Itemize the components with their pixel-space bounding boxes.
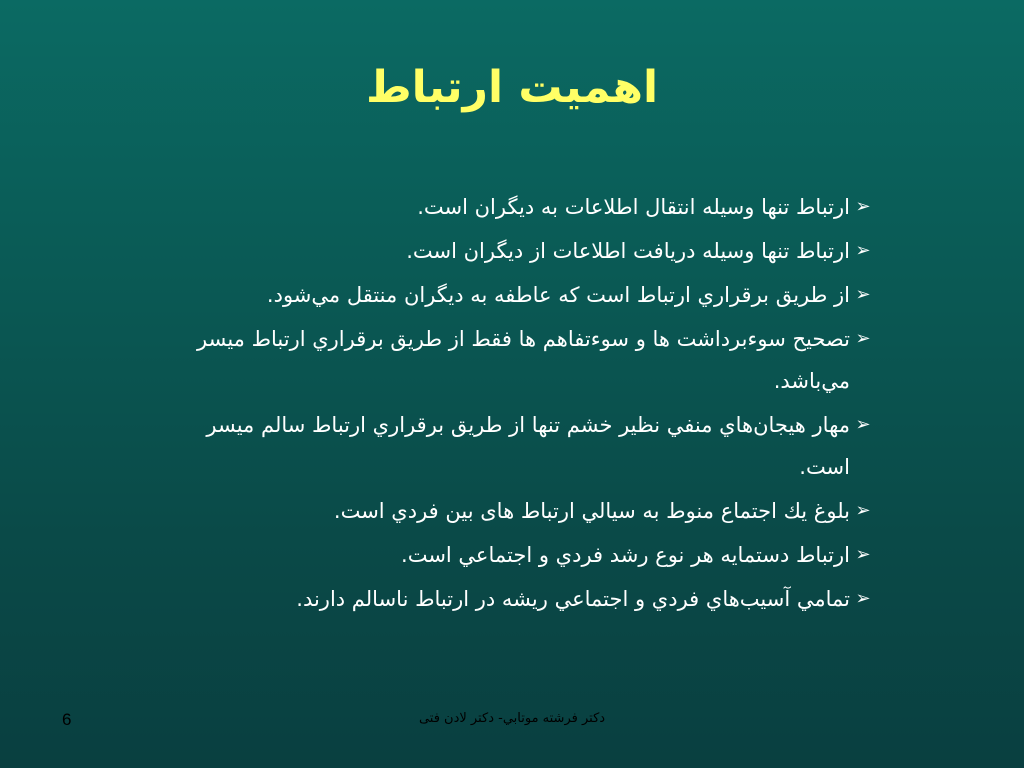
bullet-list bbox=[156, 186, 876, 622]
check-arrow-icon: ➢ bbox=[855, 240, 871, 261]
slide-title: اهميت ارتباط bbox=[365, 62, 659, 113]
list-item bbox=[156, 274, 876, 316]
list-item bbox=[156, 404, 876, 488]
bullet-text: ارتباط تنها وسيله انتقال اطلاعات به ديگران است. bbox=[417, 195, 850, 219]
check-arrow-icon: ➢ bbox=[855, 328, 871, 349]
list-item bbox=[156, 186, 876, 228]
bullet-text: تصحيح سوءبرداشت ها و سوءتفاهم ها فقط از طريق برقراري ارتباط ميسر مي‌باشد. bbox=[197, 327, 850, 393]
list-item bbox=[156, 490, 876, 532]
check-arrow-icon: ➢ bbox=[855, 500, 871, 521]
list-item bbox=[156, 534, 876, 576]
check-arrow-icon: ➢ bbox=[855, 196, 871, 217]
check-arrow-icon: ➢ bbox=[855, 284, 871, 305]
bullet-text: از طريق برقراري ارتباط است كه عاطفه به ديگران منتقل مي‌شود. bbox=[266, 283, 850, 307]
list-item bbox=[156, 578, 876, 620]
bullet-text: بلوغ يك اجتماع منوط به سيالي ارتباط های بين فردي است. bbox=[333, 499, 850, 523]
bullet-text: ارتباط دستمايه هر نوع رشد فردي و اجتماعي است. bbox=[401, 543, 850, 567]
bullet-text: ارتباط تنها وسيله دريافت اطلاعات از ديگران است. bbox=[406, 239, 850, 263]
check-arrow-icon: ➢ bbox=[855, 588, 871, 609]
bullet-text: تمامي آسيب‌هاي فردي و اجتماعي ريشه در ارتباط ناسالم دارند. bbox=[296, 587, 850, 611]
list-item bbox=[156, 318, 876, 402]
footer-authors: دكتر فرشته موتابي- دكتر لادن فتی bbox=[418, 711, 606, 726]
page-number: 6 bbox=[62, 710, 72, 729]
check-arrow-icon: ➢ bbox=[855, 544, 871, 565]
check-arrow-icon: ➢ bbox=[855, 414, 871, 435]
list-item bbox=[156, 230, 876, 272]
bullet-text: مهار هيجان‌هاي منفي نظير خشم تنها از طريق برقراري ارتباط سالم ميسر است. bbox=[206, 413, 850, 479]
